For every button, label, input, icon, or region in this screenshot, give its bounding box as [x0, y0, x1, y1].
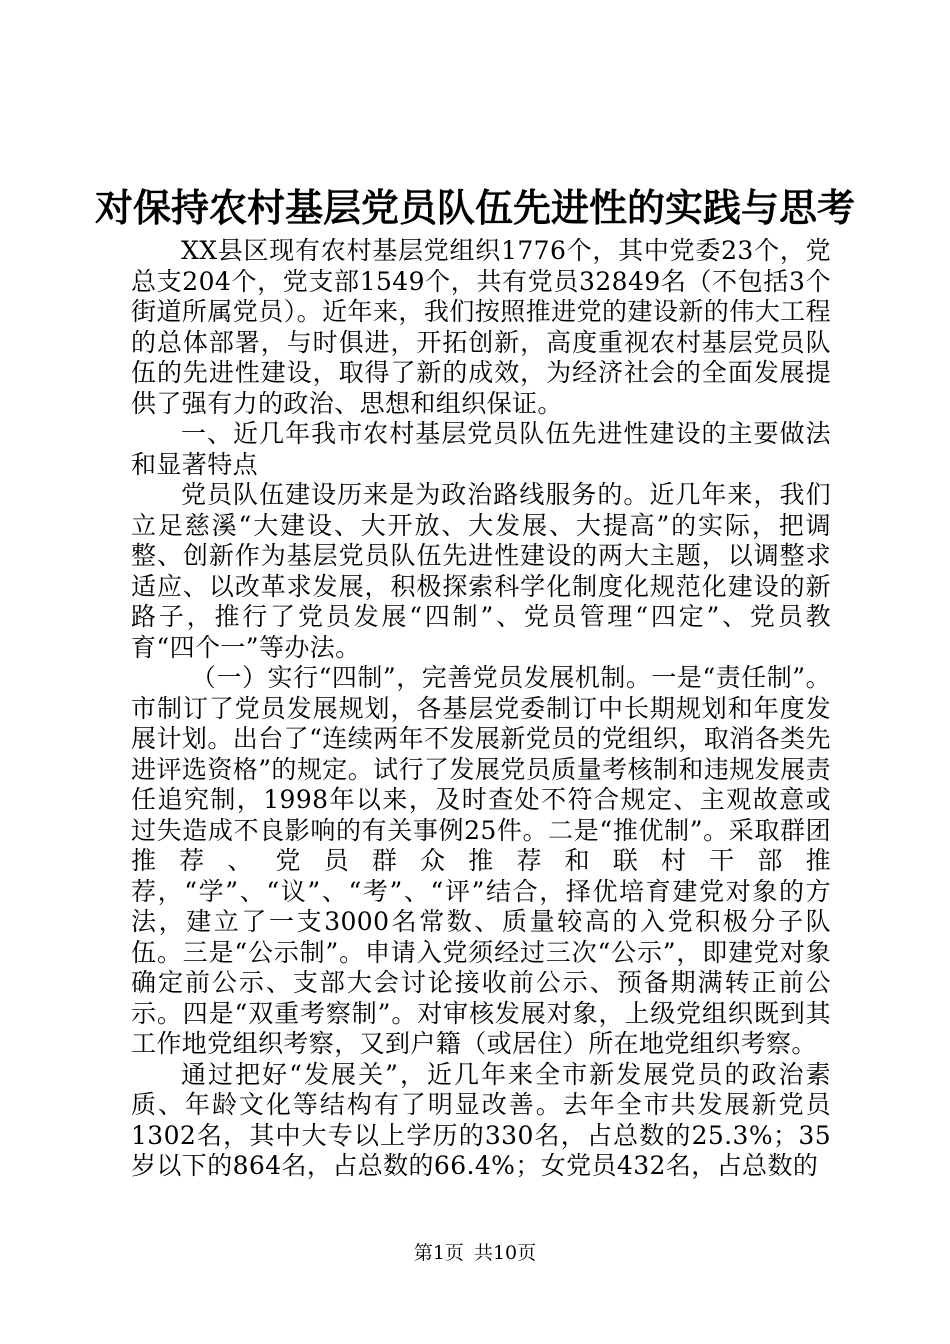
paragraph-results: 通过把好“发展关”，近几年来全市新发展党员的政治素质、年龄文化等结构有了明显改善。去年全市共发展新党员1302名，其中大专以上学历的330名，占总数的25.3%；35岁以下的864名，占总数的66.4%；女党员432名，占总数的	[131, 1059, 831, 1180]
document-body	[131, 236, 831, 1182]
document-title: 对保持农村基层党员队伍先进性的实践与思考	[94, 185, 855, 230]
paragraph-intro: XX县区现有农村基层党组织1776个，其中党委23个，党总支204个，党支部1549个，共有党员32849名（不包括3个街道所属党员）。近年来，我们按照推进党的建设新的伟大工程的总体部署，与时俱进，开拓创新，高度重视农村基层党员队伍的先进性建设，取得了新的成效，为经济社会的全面发展提供了强有力的政治、思想和组织保证。	[131, 236, 831, 418]
page-number: 第1页	[413, 1242, 464, 1264]
paragraph-four-systems: （一）实行“四制”，完善党员发展机制。一是“责任制”。市制订了党员发展规划，各基层党委制订中长期规划和年度发展计划。出台了“连续两年不发展新党员的党组织，取消各类先进评选资格”的规定。试行了发展党员质量考核制和违规发展责任追究制，1998年以来，及时查处不符合规定、主观故意或过失造成不良影响的有关事例25件。二是“推优制”。采取群团推荐、党员群众推荐和联村干部推荐，“学”、“议”、“考”、“评”结合，择优培育建党对象的方法，建立了一支3000名常数、质量较高的入党积极分子队伍。三是“公示制”。申请入党须经过三次“公示”，即建党对象确定前公示、支部大会讨论接收前公示、预备期满转正前公示。四是“双重考察制”。对审核发展对象，上级党组织既到其工作地党组织考察，又到户籍（或居住）所在地党组织考察。	[131, 663, 831, 1058]
paragraph-section-heading: 一、近几年我市农村基层党员队伍先进性建设的主要做法和显著特点	[131, 419, 831, 479]
page-total: 共10页	[473, 1242, 537, 1264]
paragraph-overview: 党员队伍建设历来是为政治路线服务的。近几年来，我们立足慈溪“大建设、大开放、大发展、大提高”的实际，把调整、创新作为基层党员队伍先进性建设的两大主题，以调整求适应、以改革求发展，积极探索科学化制度化规范化建设的新路子，推行了党员发展“四制”、党员管理“四定”、党员教育“四个一”等办法。	[131, 480, 831, 662]
page-footer	[0, 1240, 950, 1266]
